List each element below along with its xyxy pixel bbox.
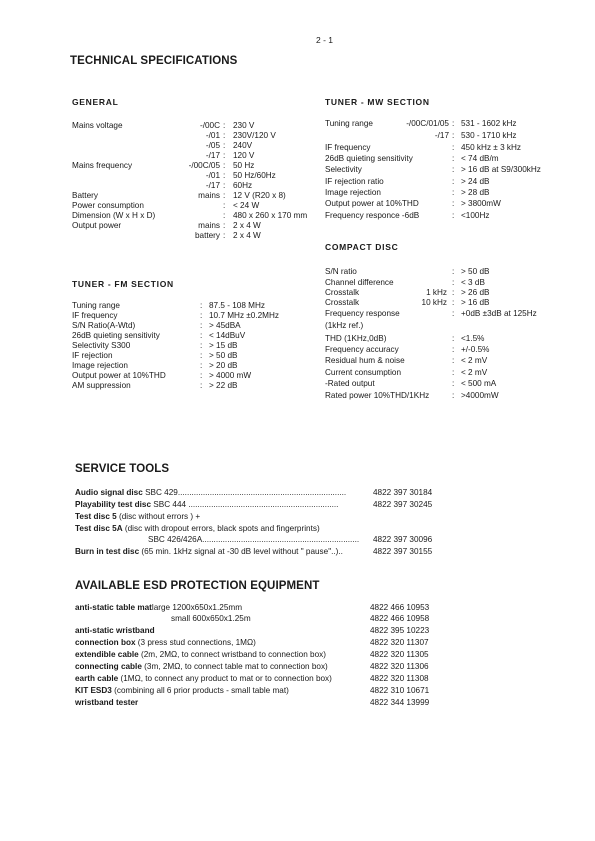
spec-label: Power consumption — [72, 201, 144, 210]
spec-colon: : — [452, 199, 455, 208]
spec-colon: : — [223, 231, 226, 240]
item-desc: (disc with dropout errors, black spots and fingerprints) — [122, 524, 320, 533]
spec-row — [0, 188, 595, 198]
spec-row — [0, 221, 595, 231]
spec-label: Tuning range — [325, 119, 373, 128]
spec-label: Battery — [72, 191, 98, 200]
spec-label: Frequency accuracy — [325, 345, 399, 354]
spec-value: > 22 dB — [209, 381, 238, 390]
spec-value: 12 V (R20 x 8) — [233, 191, 286, 200]
spec-label: 26dB quieting sensitivity — [72, 331, 160, 340]
spec-label: Image rejection — [325, 188, 381, 197]
spec-row — [0, 267, 595, 277]
spec-value: 50 Hz/60Hz — [233, 171, 276, 180]
item-code: 4822 397 30155 — [373, 547, 433, 556]
item-code: 4822 466 10958 — [370, 614, 430, 623]
spec-row — [0, 379, 595, 389]
spec-colon: : — [223, 151, 226, 160]
item-code: 4822 397 30245 — [373, 500, 433, 509]
item-code: 4822 320 11306 — [370, 662, 429, 671]
spec-colon: : — [452, 119, 455, 128]
spec-colon: : — [452, 165, 455, 174]
spec-value: > 4000 mW — [209, 371, 252, 380]
spec-value: 530 - 1710 kHz — [461, 131, 517, 140]
spec-label: S/N ratio — [325, 267, 357, 276]
spec-colon: : — [452, 131, 455, 140]
spec-value: +0dB ±3dB at 125Hz — [461, 309, 537, 318]
spec-variant: -/00C/01/05 — [406, 119, 449, 128]
spec-label: Channel difference — [325, 278, 394, 287]
item-code: 4822 395 10223 — [370, 626, 430, 635]
item-code: 4822 310 10671 — [370, 686, 430, 695]
spec-colon: : — [452, 356, 455, 365]
service-tools-heading: SERVICE TOOLS — [75, 463, 170, 475]
spec-variant: 1 kHz — [426, 288, 447, 297]
list-item — [0, 603, 595, 613]
item-text — [75, 698, 138, 708]
spec-colon: : — [452, 267, 455, 276]
spec-label: Selectivity S300 — [72, 341, 131, 350]
item-name: Test disc 5 — [75, 512, 117, 521]
spec-value: <1.5% — [461, 334, 485, 343]
spec-colon: : — [452, 211, 455, 220]
spec-row — [0, 321, 595, 331]
spec-colon: : — [200, 371, 203, 380]
spec-colon: : — [200, 361, 203, 370]
spec-variant: -/01 — [205, 171, 220, 180]
item-desc: (2m, 2MΩ, to connect wristband to connection box) — [138, 650, 326, 659]
page-number: 2 - 1 — [316, 35, 334, 45]
spec-colon: : — [452, 188, 455, 197]
spec-row — [0, 368, 595, 378]
list-item — [0, 650, 595, 660]
list-item — [0, 626, 595, 636]
spec-label: Rated power 10%THD/1KHz — [325, 391, 430, 400]
item-code: 4822 466 10953 — [370, 603, 430, 612]
spec-variant: mains — [198, 221, 220, 230]
esd-heading: AVAILABLE ESD PROTECTION EQUIPMENT — [75, 580, 320, 592]
item-text — [75, 500, 338, 510]
spec-colon: : — [452, 368, 455, 377]
spec-row — [0, 165, 595, 175]
spec-variant: -/00C/05 — [188, 161, 220, 170]
spec-value: > 50 dB — [461, 267, 490, 276]
list-item — [0, 547, 595, 557]
spec-label: IF rejection — [72, 351, 113, 360]
spec-label: IF frequency — [72, 311, 118, 320]
general-heading: GENERAL — [72, 97, 119, 107]
page-title: TECHNICAL SPECIFICATIONS — [70, 55, 238, 67]
item-text — [75, 547, 343, 557]
spec-label: Frequency responce -6dB — [325, 211, 420, 220]
list-item — [0, 500, 595, 510]
item-name: Playability test disc — [75, 500, 151, 509]
spec-label: S/N Ratio(A-Wtd) — [72, 321, 136, 330]
spec-value: 450 kHz ± 3 kHz — [461, 143, 522, 152]
item-code: 4822 320 11307 — [370, 638, 429, 647]
spec-row — [0, 356, 595, 366]
spec-value: 10.7 MHz ±0.2MHz — [209, 311, 280, 320]
item-name: anti-static table mat — [75, 603, 152, 612]
spec-label: -Rated output — [325, 379, 375, 388]
spec-colon: : — [200, 301, 203, 310]
spec-label: Selectivity — [325, 165, 362, 174]
spec-variant: mains — [198, 191, 220, 200]
spec-value: 240V — [233, 141, 253, 150]
list-item — [0, 535, 595, 545]
spec-value: <100Hz — [461, 211, 490, 220]
spec-row — [0, 334, 595, 344]
item-code: 4822 344 13999 — [370, 698, 430, 707]
item-text — [75, 638, 256, 648]
spec-colon: : — [452, 345, 455, 354]
spec-row — [0, 345, 595, 355]
spec-label: IF frequency — [325, 143, 371, 152]
spec-colon: : — [452, 278, 455, 287]
spec-colon: : — [452, 298, 455, 307]
spec-row — [0, 288, 595, 298]
spec-value: < 2 mV — [461, 356, 488, 365]
list-item — [0, 686, 595, 696]
item-code: 4822 320 11308 — [370, 674, 429, 683]
item-desc: large 1200x650x1.25mm — [151, 603, 243, 612]
item-name: Test disc 5A — [75, 524, 123, 533]
list-item — [0, 698, 595, 708]
item-text — [75, 603, 242, 613]
spec-colon: : — [223, 191, 226, 200]
item-desc: (3 press stud connections, 1MΩ) — [135, 638, 256, 647]
spec-variant: 10 kHz — [421, 298, 447, 307]
spec-row — [0, 231, 595, 241]
spec-row — [0, 154, 595, 164]
spec-value: > 50 dB — [209, 351, 238, 360]
list-item — [0, 662, 595, 672]
spec-label: Output power at 10%THD — [72, 371, 166, 380]
spec-row — [0, 119, 595, 129]
spec-label: Frequency response — [325, 309, 400, 318]
spec-label: IF rejection ratio — [325, 177, 384, 186]
spec-value: 2 x 4 W — [233, 221, 261, 230]
spec-label: Image rejection — [72, 361, 128, 370]
spec-colon: : — [223, 161, 226, 170]
spec-label: Output power — [72, 221, 122, 230]
spec-row — [0, 278, 595, 288]
spec-row — [0, 177, 595, 187]
cd-heading: COMPACT DISC — [325, 242, 399, 252]
spec-label: THD (1KHz,0dB) — [325, 334, 387, 343]
spec-colon: : — [452, 379, 455, 388]
list-item — [0, 638, 595, 648]
spec-row — [0, 211, 595, 221]
spec-row — [0, 391, 595, 401]
item-text — [75, 524, 320, 534]
spec-colon: : — [452, 288, 455, 297]
spec-value: >4000mW — [461, 391, 499, 400]
item-text — [75, 662, 328, 672]
list-item — [0, 614, 595, 624]
spec-value: > 28 dB — [461, 188, 490, 197]
spec-colon: : — [452, 143, 455, 152]
spec-colon: : — [200, 351, 203, 360]
item-text — [75, 674, 332, 684]
spec-value: 531 - 1602 kHz — [461, 119, 517, 128]
item-name: Burn in test disc — [75, 547, 140, 556]
spec-colon: : — [200, 331, 203, 340]
item-desc: (65 min. 1kHz signal at -30 dB level without " pause"..).. — [139, 547, 343, 556]
spec-value: > 16 dB — [461, 298, 490, 307]
spec-colon: : — [452, 154, 455, 163]
spec-colon: : — [452, 309, 455, 318]
spec-value: > 16 dB at S9/300kHz — [461, 165, 541, 174]
spec-colon: : — [223, 121, 226, 130]
spec-value: > 20 dB — [209, 361, 238, 370]
spec-row — [0, 298, 595, 308]
spec-value: < 74 dB/m — [461, 154, 499, 163]
spec-colon: : — [223, 211, 226, 220]
item-text — [75, 650, 326, 660]
spec-value: +/-0.5% — [461, 345, 490, 354]
spec-variant: battery — [194, 231, 220, 240]
item-name: earth cable — [75, 674, 119, 683]
item-desc: small 600x650x1.25m — [171, 614, 251, 623]
item-text — [75, 512, 200, 522]
spec-variant: -/17 — [205, 181, 220, 190]
spec-value: < 14dBuV — [209, 331, 246, 340]
spec-value: > 15 dB — [209, 341, 238, 350]
spec-value: > 45dBA — [209, 321, 241, 330]
item-desc: (combining all 6 prior products - small table mat) — [111, 686, 289, 695]
item-code: 4822 397 30096 — [373, 535, 433, 544]
spec-label: Crosstalk — [325, 298, 360, 307]
spec-colon: : — [223, 221, 226, 230]
spec-value: < 500 mA — [461, 379, 497, 388]
item-code: 4822 320 11305 — [370, 650, 429, 659]
spec-value: 230 V — [233, 121, 255, 130]
spec-colon: : — [200, 341, 203, 350]
spec-label: Residual hum & noise — [325, 356, 405, 365]
spec-row — [0, 199, 595, 209]
spec-variant: -/17 — [434, 131, 449, 140]
item-code: 4822 397 30184 — [373, 488, 433, 497]
spec-value: > 24 dB — [461, 177, 490, 186]
spec-colon: : — [452, 334, 455, 343]
spec-colon: : — [223, 201, 226, 210]
item-desc: SBC 426/426A..................................................................... — [148, 535, 360, 544]
item-name: connection box — [75, 638, 136, 647]
spec-variant: -/01 — [205, 131, 220, 140]
spec-label: Crosstalk — [325, 288, 360, 297]
spec-variant: -/17 — [205, 151, 220, 160]
item-desc: SBC 444 .................................................................. — [151, 500, 339, 509]
item-desc: (1MΩ, to connect any product to mat or to connection box) — [118, 674, 332, 683]
spec-label: Output power at 10%THD — [325, 199, 419, 208]
spec-value: 60Hz — [233, 181, 253, 190]
item-text — [75, 686, 289, 696]
item-text — [171, 614, 251, 624]
spec-label: 26dB quieting sensitivity — [325, 154, 413, 163]
item-name: connecting cable — [75, 662, 142, 671]
spec-colon: : — [223, 181, 226, 190]
item-text — [75, 626, 155, 636]
item-name: Audio signal disc — [75, 488, 143, 497]
spec-label: Mains voltage — [72, 121, 123, 130]
spec-label: AM suppression — [72, 381, 131, 390]
spec-value: > 3800mW — [461, 199, 501, 208]
spec-colon: : — [200, 321, 203, 330]
spec-variant: -/00C — [199, 121, 220, 130]
item-desc: (3m, 2MΩ, to connect table mat to connection box) — [141, 662, 328, 671]
item-name: wristband tester — [75, 698, 139, 707]
spec-value: 87.5 - 108 MHz — [209, 301, 265, 310]
spec-label: Mains frequency — [72, 161, 133, 170]
spec-label: Tuning range — [72, 301, 120, 310]
item-text — [75, 488, 346, 498]
spec-row — [0, 131, 595, 141]
list-item — [0, 524, 595, 534]
spec-row — [0, 143, 595, 153]
item-name: extendible cable — [75, 650, 139, 659]
spec-colon: : — [223, 131, 226, 140]
fm-heading: TUNER - FM SECTION — [72, 279, 174, 289]
spec-value: 120 V — [233, 151, 255, 160]
item-name: KIT ESD3 — [75, 686, 112, 695]
spec-value: > 26 dB — [461, 288, 490, 297]
item-desc: SBC 429.......................................................................... — [142, 488, 347, 497]
spec-value: < 24 W — [233, 201, 260, 210]
spec-colon: : — [223, 141, 226, 150]
spec-value: 2 x 4 W — [233, 231, 261, 240]
mw-heading: TUNER - MW SECTION — [325, 97, 430, 107]
list-item — [0, 674, 595, 684]
item-text — [148, 535, 359, 545]
spec-variant: -/05 — [205, 141, 220, 150]
spec-value: < 2 mV — [461, 368, 488, 377]
list-item — [0, 512, 595, 522]
item-name: anti-static wristband — [75, 626, 155, 635]
spec-colon: : — [223, 171, 226, 180]
spec-label: (1kHz ref.) — [325, 321, 364, 330]
spec-label: Dimension (W x H x D) — [72, 211, 156, 220]
spec-label: Current consumption — [325, 368, 401, 377]
spec-value: 230V/120 V — [233, 131, 276, 140]
spec-colon: : — [452, 177, 455, 186]
item-desc: (disc without errors ) + — [116, 512, 201, 521]
list-item — [0, 488, 595, 498]
spec-value: < 3 dB — [461, 278, 485, 287]
spec-value: 480 x 260 x 170 mm — [233, 211, 308, 220]
spec-colon: : — [200, 381, 203, 390]
spec-value: 50 Hz — [233, 161, 255, 170]
spec-row — [0, 309, 595, 319]
spec-colon: : — [200, 311, 203, 320]
spec-colon: : — [452, 391, 455, 400]
